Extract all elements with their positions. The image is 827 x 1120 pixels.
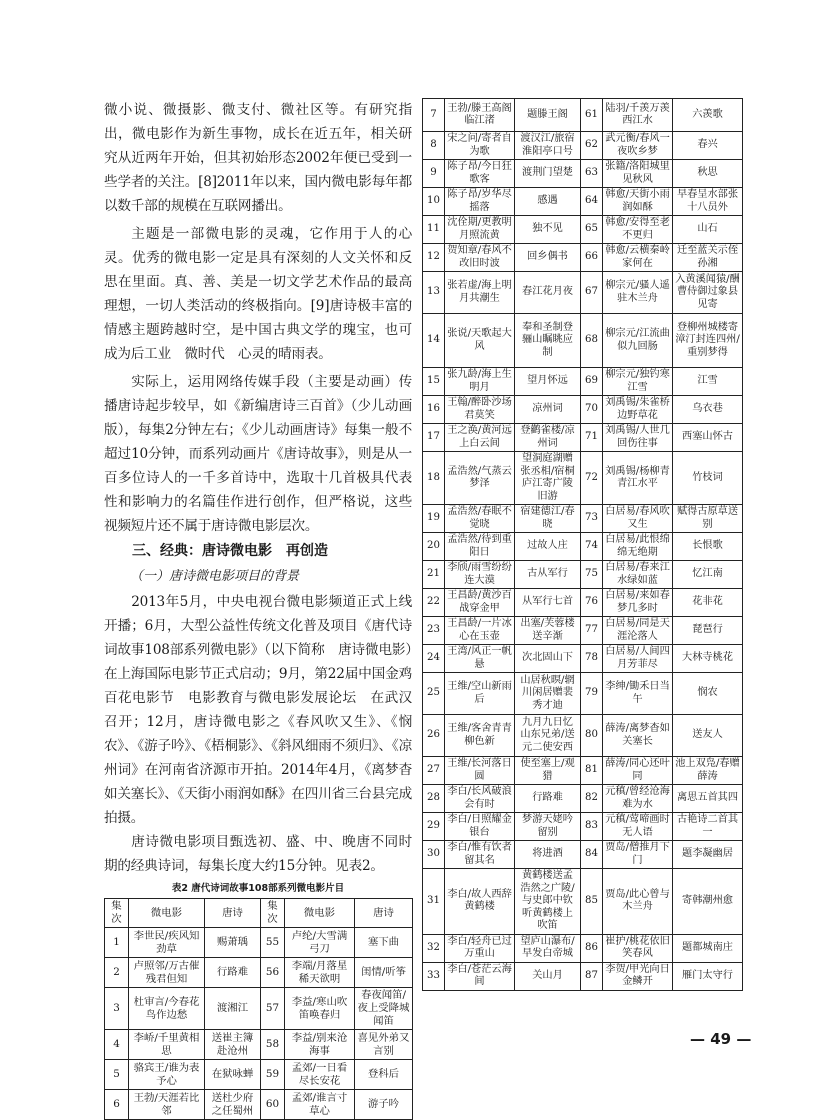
episode-cell: 24 xyxy=(423,645,445,673)
film-cell: 陈子昂/今日狂歌客 xyxy=(445,160,515,188)
episode-cell: 30 xyxy=(423,841,445,869)
film-cell: 白居易/同是天涯沦落人 xyxy=(603,617,673,645)
film-cell: 白居易/春来江水绿如蓝 xyxy=(603,561,673,589)
table-row xyxy=(423,757,743,785)
episode-cell: 16 xyxy=(423,396,445,424)
film-cell: 张说/天歌起大风 xyxy=(445,314,515,368)
poem-cell: 登柳州城楼寄漳汀封连四州/重别梦得 xyxy=(673,314,743,368)
right-column xyxy=(422,98,742,991)
paragraph-1: 微小说、微摄影、微支付、微社区等。有研究指出，微电影作为新生事物，成长在近五年，相关研究从近两年开始，但其初始形态2002年便已受到一些学者的关注。[8]2011年以来，国内微电影每年都以数千部的规模在互联网播出。 xyxy=(104,102,412,214)
film-cell: 武元衡/春风一夜吹乡梦 xyxy=(603,132,673,160)
table-row xyxy=(423,505,743,533)
poem-cell: 感遇 xyxy=(515,188,581,216)
film-cell: 杜审言/今春花鸟作边愁 xyxy=(129,988,205,1030)
episode-cell: 74 xyxy=(581,533,603,561)
header-poem: 唐诗 xyxy=(205,899,261,928)
film-cell: 白居易/春风吹又生 xyxy=(603,505,673,533)
table-row xyxy=(423,673,743,715)
episode-cell: 26 xyxy=(423,715,445,757)
film-cell: 李白/故人西辞黄鹤楼 xyxy=(445,869,515,935)
table-row xyxy=(423,617,743,645)
section-heading: 三、经典：唐诗微电影 再创造 xyxy=(132,543,328,559)
table-row xyxy=(105,1060,413,1090)
film-cell: 李世民/疾风知劲草 xyxy=(129,928,205,958)
episode-cell: 64 xyxy=(581,188,603,216)
episode-cell: 76 xyxy=(581,589,603,617)
table-header-row xyxy=(105,899,413,928)
table-row xyxy=(423,160,743,188)
episode-cell: 12 xyxy=(423,244,445,272)
episode-cell: 68 xyxy=(581,314,603,368)
table-row xyxy=(423,452,743,505)
poem-cell: 望庐山瀑布/早发白帝城 xyxy=(515,934,581,962)
film-cell: 刘禹锡/杨柳青青江水平 xyxy=(603,452,673,505)
left-column xyxy=(104,98,412,1120)
episode-cell: 8 xyxy=(423,132,445,160)
film-cell: 贾岛/此心曾与木兰舟 xyxy=(603,869,673,935)
episode-cell: 9 xyxy=(423,160,445,188)
poem-cell: 喜见外弟又言别 xyxy=(355,1030,413,1060)
film-cell: 韩愈/安得至老不更归 xyxy=(603,216,673,244)
film-table-left xyxy=(104,898,413,1120)
film-cell: 王昌龄/一片冰心在玉壶 xyxy=(445,617,515,645)
poem-cell: 使至塞上/观猎 xyxy=(515,757,581,785)
film-cell: 薛涛/离梦杳如关塞长 xyxy=(603,715,673,757)
poem-cell: 春兴 xyxy=(673,132,743,160)
episode-cell: 6 xyxy=(105,1090,129,1120)
poem-cell: 黄鹤楼送孟浩然之广陵/与史郎中钦听黄鹤楼上吹笛 xyxy=(515,869,581,935)
film-cell: 李颀/雨雪纷纷连大漠 xyxy=(445,561,515,589)
poem-cell: 行路难 xyxy=(515,785,581,813)
film-cell: 李峤/千里黄相思 xyxy=(129,1030,205,1060)
table-row xyxy=(423,785,743,813)
episode-cell: 32 xyxy=(423,934,445,962)
poem-cell: 送友人 xyxy=(673,715,743,757)
episode-cell: 69 xyxy=(581,368,603,396)
table-row xyxy=(423,424,743,452)
film-cell: 王勃/天涯若比邻 xyxy=(129,1090,205,1120)
poem-cell: 出塞/芙蓉楼送辛渐 xyxy=(515,617,581,645)
poem-cell: 古从军行 xyxy=(515,561,581,589)
episode-cell: 87 xyxy=(581,962,603,990)
episode-cell: 73 xyxy=(581,505,603,533)
poem-cell: 梦游天姥吟留别 xyxy=(515,813,581,841)
poem-cell: 题李凝幽居 xyxy=(673,841,743,869)
table-row xyxy=(423,533,743,561)
film-cell: 孟郊/谁言寸草心 xyxy=(285,1090,355,1120)
film-cell: 李白/惟有饮者留其名 xyxy=(445,841,515,869)
table-row xyxy=(423,934,743,962)
film-cell: 沈佺期/更教明月照流黄 xyxy=(445,216,515,244)
film-cell: 贾岛/僧推月下门 xyxy=(603,841,673,869)
episode-cell: 59 xyxy=(261,1060,285,1090)
film-cell: 刘禹锡/朱雀桥边野草花 xyxy=(603,396,673,424)
film-cell: 元稹/莺啼画时无人语 xyxy=(603,813,673,841)
paragraph-2: 主题是一部微电影的灵魂，它作用于人的心灵。优秀的微电影一定是具有深刻的人文关怀和反思在里面。真、善、美是一切文学艺术作品的最高理想，一切人类活动的终极指向。[9]唐诗极丰富的情感主题跨越时空，是中国古典文学的瑰宝，也可成为后工业 微时代 心灵的晴雨表。 xyxy=(104,226,412,362)
episode-cell: 75 xyxy=(581,561,603,589)
table-row xyxy=(423,244,743,272)
episode-cell: 56 xyxy=(261,958,285,988)
poem-cell: 长恨歌 xyxy=(673,533,743,561)
poem-cell: 宿建德江/春晓 xyxy=(515,505,581,533)
episode-cell: 62 xyxy=(581,132,603,160)
episode-cell: 65 xyxy=(581,216,603,244)
episode-cell: 14 xyxy=(423,314,445,368)
table-row xyxy=(423,272,743,314)
poem-cell: 离思五首其四 xyxy=(673,785,743,813)
film-cell: 李白/日照耀金银台 xyxy=(445,813,515,841)
film-cell: 宋之问/寄者自为歌 xyxy=(445,132,515,160)
episode-cell: 81 xyxy=(581,757,603,785)
episode-cell: 84 xyxy=(581,841,603,869)
poem-cell: 从军行七首 xyxy=(515,589,581,617)
film-cell: 王之涣/黄河远上白云间 xyxy=(445,424,515,452)
film-cell: 王湾/风正一帆悬 xyxy=(445,645,515,673)
poem-cell: 春夜闻笛/夜上受降城闻笛 xyxy=(355,988,413,1030)
poem-cell: 过故人庄 xyxy=(515,533,581,561)
episode-cell: 71 xyxy=(581,424,603,452)
film-cell: 柳宗元/江流曲似九回肠 xyxy=(603,314,673,368)
poem-cell: 竹枝词 xyxy=(673,452,743,505)
poem-cell: 江雪 xyxy=(673,368,743,396)
film-cell: 王勃/滕王高阁临江渚 xyxy=(445,99,515,132)
poem-cell: 在狱咏蝉 xyxy=(205,1060,261,1090)
film-cell: 王维/空山新雨后 xyxy=(445,673,515,715)
film-cell: 李端/月落星稀天欲明 xyxy=(285,958,355,988)
episode-cell: 55 xyxy=(261,928,285,958)
film-table-right xyxy=(422,98,743,991)
episode-cell: 10 xyxy=(423,188,445,216)
poem-cell: 春江花月夜 xyxy=(515,272,581,314)
table-row xyxy=(423,645,743,673)
film-cell: 贺知章/春风不改旧时波 xyxy=(445,244,515,272)
episode-cell: 85 xyxy=(581,869,603,935)
film-cell: 孟浩然/春眠不觉晓 xyxy=(445,505,515,533)
header-episode: 集次 xyxy=(105,899,129,928)
film-cell: 李益/别来沧海事 xyxy=(285,1030,355,1060)
episode-cell: 19 xyxy=(423,505,445,533)
poem-cell: 渡荆门望楚 xyxy=(515,160,581,188)
poem-cell: 古艳诗二首其一 xyxy=(673,813,743,841)
poem-cell: 望洞庭湖赠张丞相/宿桐庐江寄广陵旧游 xyxy=(515,452,581,505)
episode-cell: 77 xyxy=(581,617,603,645)
poem-cell: 花非花 xyxy=(673,589,743,617)
film-cell: 骆宾王/谁为表予心 xyxy=(129,1060,205,1090)
header-poem: 唐诗 xyxy=(355,899,413,928)
episode-cell: 60 xyxy=(261,1090,285,1120)
episode-cell: 21 xyxy=(423,561,445,589)
film-cell: 张籍/洛阳城里见秋风 xyxy=(603,160,673,188)
poem-cell: 秋思 xyxy=(673,160,743,188)
film-cell: 李白/苍茫云海间 xyxy=(445,962,515,990)
table-row xyxy=(423,368,743,396)
film-cell: 柳宗元/独钓寒江雪 xyxy=(603,368,673,396)
film-cell: 陈子昂/岁华尽摇落 xyxy=(445,188,515,216)
film-cell: 李益/寒山吹笛唤春归 xyxy=(285,988,355,1030)
table-row xyxy=(423,561,743,589)
film-cell: 韩愈/云横秦岭家何在 xyxy=(603,244,673,272)
poem-cell: 渡湘江 xyxy=(205,988,261,1030)
episode-cell: 27 xyxy=(423,757,445,785)
poem-cell: 送杜少府之任蜀州 xyxy=(205,1090,261,1120)
poem-cell: 塞下曲 xyxy=(355,928,413,958)
episode-cell: 22 xyxy=(423,589,445,617)
poem-cell: 西塞山怀古 xyxy=(673,424,743,452)
film-cell: 刘禹锡/人世几回伤往事 xyxy=(603,424,673,452)
poem-cell: 闺情/听筝 xyxy=(355,958,413,988)
episode-cell: 13 xyxy=(423,272,445,314)
episode-cell: 58 xyxy=(261,1030,285,1060)
film-cell: 李贺/甲光向日金鳞开 xyxy=(603,962,673,990)
episode-cell: 20 xyxy=(423,533,445,561)
table-row xyxy=(423,589,743,617)
film-cell: 崔护/桃花依旧笑春风 xyxy=(603,934,673,962)
poem-cell: 题滕王阁 xyxy=(515,99,581,132)
poem-cell: 大林寺桃花 xyxy=(673,645,743,673)
poem-cell: 游子吟 xyxy=(355,1090,413,1120)
film-cell: 李白/长风破浪会有时 xyxy=(445,785,515,813)
poem-cell: 九月九日忆山东兄弟/送元二使安西 xyxy=(515,715,581,757)
film-cell: 元稹/曾经沧海难为水 xyxy=(603,785,673,813)
episode-cell: 17 xyxy=(423,424,445,452)
film-cell: 孟浩然/气蒸云梦泽 xyxy=(445,452,515,505)
table-row xyxy=(423,396,743,424)
film-cell: 白居易/人间四月芳菲尽 xyxy=(603,645,673,673)
poem-cell: 将进酒 xyxy=(515,841,581,869)
table-row xyxy=(423,314,743,368)
film-cell: 卢纶/大雪满弓刀 xyxy=(285,928,355,958)
film-cell: 李绅/锄禾日当午 xyxy=(603,673,673,715)
episode-cell: 86 xyxy=(581,934,603,962)
table-row xyxy=(423,188,743,216)
episode-cell: 18 xyxy=(423,452,445,505)
film-cell: 白居易/此恨绵绵无绝期 xyxy=(603,533,673,561)
poem-cell: 次北固山下 xyxy=(515,645,581,673)
poem-cell: 奉和圣制登骊山瞩眺应制 xyxy=(515,314,581,368)
poem-cell: 登鹳雀楼/凉州词 xyxy=(515,424,581,452)
episode-cell: 82 xyxy=(581,785,603,813)
table-row xyxy=(423,99,743,132)
poem-cell: 入黄溪闻猿/酬曹侍御过象县见寄 xyxy=(673,272,743,314)
poem-cell: 雁门太守行 xyxy=(673,962,743,990)
episode-cell: 29 xyxy=(423,813,445,841)
film-cell: 王维/客舍青青柳色新 xyxy=(445,715,515,757)
episode-cell: 70 xyxy=(581,396,603,424)
poem-cell: 早春呈水部张十八员外 xyxy=(673,188,743,216)
poem-cell: 迁至蓝关示侄孙湘 xyxy=(673,244,743,272)
episode-cell: 83 xyxy=(581,813,603,841)
film-cell: 张九龄/海上生明月 xyxy=(445,368,515,396)
poem-cell: 登科后 xyxy=(355,1060,413,1090)
poem-cell: 独不见 xyxy=(515,216,581,244)
poem-cell: 赐萧瑀 xyxy=(205,928,261,958)
episode-cell: 72 xyxy=(581,452,603,505)
table-row xyxy=(423,869,743,935)
subsection-heading: （一）唐诗微电影项目的背景 xyxy=(130,569,300,584)
table-row xyxy=(105,1030,413,1060)
episode-cell: 61 xyxy=(581,99,603,132)
poem-cell: 题都城南庄 xyxy=(673,934,743,962)
table-row xyxy=(105,958,413,988)
table-row xyxy=(423,715,743,757)
table-row xyxy=(423,132,743,160)
table-row xyxy=(423,841,743,869)
episode-cell: 67 xyxy=(581,272,603,314)
episode-cell: 23 xyxy=(423,617,445,645)
header-film: 微电影 xyxy=(129,899,205,928)
film-cell: 李白/轻舟已过万重山 xyxy=(445,934,515,962)
poem-cell: 望月怀远 xyxy=(515,368,581,396)
table-row xyxy=(423,813,743,841)
paragraph-3: 实际上，运用网络传媒手段（主要是动画）传播唐诗起步较早，如《新编唐诗三百首》（少儿动画版），每集2分钟左右；《少儿动画唐诗》每集一般不超过10分钟，而系列动画片《唐诗故事》，则是从一百多位诗人的一千多首诗中，选取十几首极具代表性和影响力的名篇佳作进行创作，但严格说，这些视频短片还不属于唐诗微电影层次。 xyxy=(104,374,412,534)
episode-cell: 4 xyxy=(105,1030,129,1060)
film-cell: 王昌龄/黄沙百战穿金甲 xyxy=(445,589,515,617)
episode-cell: 28 xyxy=(423,785,445,813)
episode-cell: 79 xyxy=(581,673,603,715)
table-row xyxy=(423,216,743,244)
episode-cell: 1 xyxy=(105,928,129,958)
header-film: 微电影 xyxy=(285,899,355,928)
poem-cell: 渡汉江/旅宿淮阳亭口号 xyxy=(515,132,581,160)
episode-cell: 7 xyxy=(423,99,445,132)
film-cell: 孟郊/一日看尽长安花 xyxy=(285,1060,355,1090)
episode-cell: 15 xyxy=(423,368,445,396)
film-cell: 孟浩然/待到重阳日 xyxy=(445,533,515,561)
poem-cell: 关山月 xyxy=(515,962,581,990)
film-cell: 张若虚/海上明月共潮生 xyxy=(445,272,515,314)
film-cell: 柳宗元/骚人遥驻木兰舟 xyxy=(603,272,673,314)
poem-cell: 乌衣巷 xyxy=(673,396,743,424)
poem-cell: 池上双凫/春赠薛涛 xyxy=(673,757,743,785)
poem-cell: 凉州词 xyxy=(515,396,581,424)
film-cell: 王维/长河落日圆 xyxy=(445,757,515,785)
film-cell: 白居易/来如春梦几多时 xyxy=(603,589,673,617)
episode-cell: 66 xyxy=(581,244,603,272)
episode-cell: 31 xyxy=(423,869,445,935)
episode-cell: 11 xyxy=(423,216,445,244)
episode-cell: 80 xyxy=(581,715,603,757)
film-cell: 卢照邻/万古催残君但知 xyxy=(129,958,205,988)
poem-cell: 山石 xyxy=(673,216,743,244)
episode-cell: 78 xyxy=(581,645,603,673)
poem-cell: 寄韩潮州愈 xyxy=(673,869,743,935)
page-number: — 49 — xyxy=(690,1030,752,1048)
poem-cell: 行路难 xyxy=(205,958,261,988)
poem-cell: 送崔主簿赴沧州 xyxy=(205,1030,261,1060)
episode-cell: 3 xyxy=(105,988,129,1030)
poem-cell: 山居秋暝/辋川闲居赠裴秀才迪 xyxy=(515,673,581,715)
film-cell: 薛涛/同心还叶同 xyxy=(603,757,673,785)
episode-cell: 57 xyxy=(261,988,285,1030)
table-row xyxy=(105,1090,413,1120)
table-row xyxy=(423,962,743,990)
poem-cell: 琵琶行 xyxy=(673,617,743,645)
header-episode: 集次 xyxy=(261,899,285,928)
episode-cell: 5 xyxy=(105,1060,129,1090)
paragraph-5: 唐诗微电影项目甄选初、盛、中、晚唐不同时期的经典诗词，每集长度大约15分钟。见表2。 xyxy=(104,834,412,874)
poem-cell: 六羡歌 xyxy=(673,99,743,132)
poem-cell: 赋得古原草送别 xyxy=(673,505,743,533)
table-caption: 表2 唐代诗词故事108部系列微电影片目 xyxy=(171,883,345,894)
table-row xyxy=(105,988,413,1030)
table-row xyxy=(105,928,413,958)
poem-cell: 忆江南 xyxy=(673,561,743,589)
episode-cell: 2 xyxy=(105,958,129,988)
episode-cell: 63 xyxy=(581,160,603,188)
film-cell: 陆羽/千羡万羡西江水 xyxy=(603,99,673,132)
episode-cell: 25 xyxy=(423,673,445,715)
film-cell: 韩愈/天街小雨润如酥 xyxy=(603,188,673,216)
episode-cell: 33 xyxy=(423,962,445,990)
paragraph-4: 2013年5月，中央电视台微电影频道正式上线开播；6月，大型公益性传统文化普及项目《唐代诗词故事108部系列微电影》（以下简称 唐诗微电影）在上海国际电影节正式启动；9月，第22届中国金鸡百花电影节 电影教育与微电影发展论坛 在武汉召开；12月，唐诗微电影之《春风吹又生》、《悯农》、《游子吟》、《梧桐影》、《斜风细雨不须归》、《凉州词》在河南省济源市开拍。2014年4月，《离梦杳如关塞长》、《天街小雨润如酥》在四川省三台县完成拍摄。 xyxy=(104,594,412,826)
poem-cell: 悯农 xyxy=(673,673,743,715)
film-cell: 王翰/醉卧沙场君莫笑 xyxy=(445,396,515,424)
poem-cell: 回乡偶书 xyxy=(515,244,581,272)
